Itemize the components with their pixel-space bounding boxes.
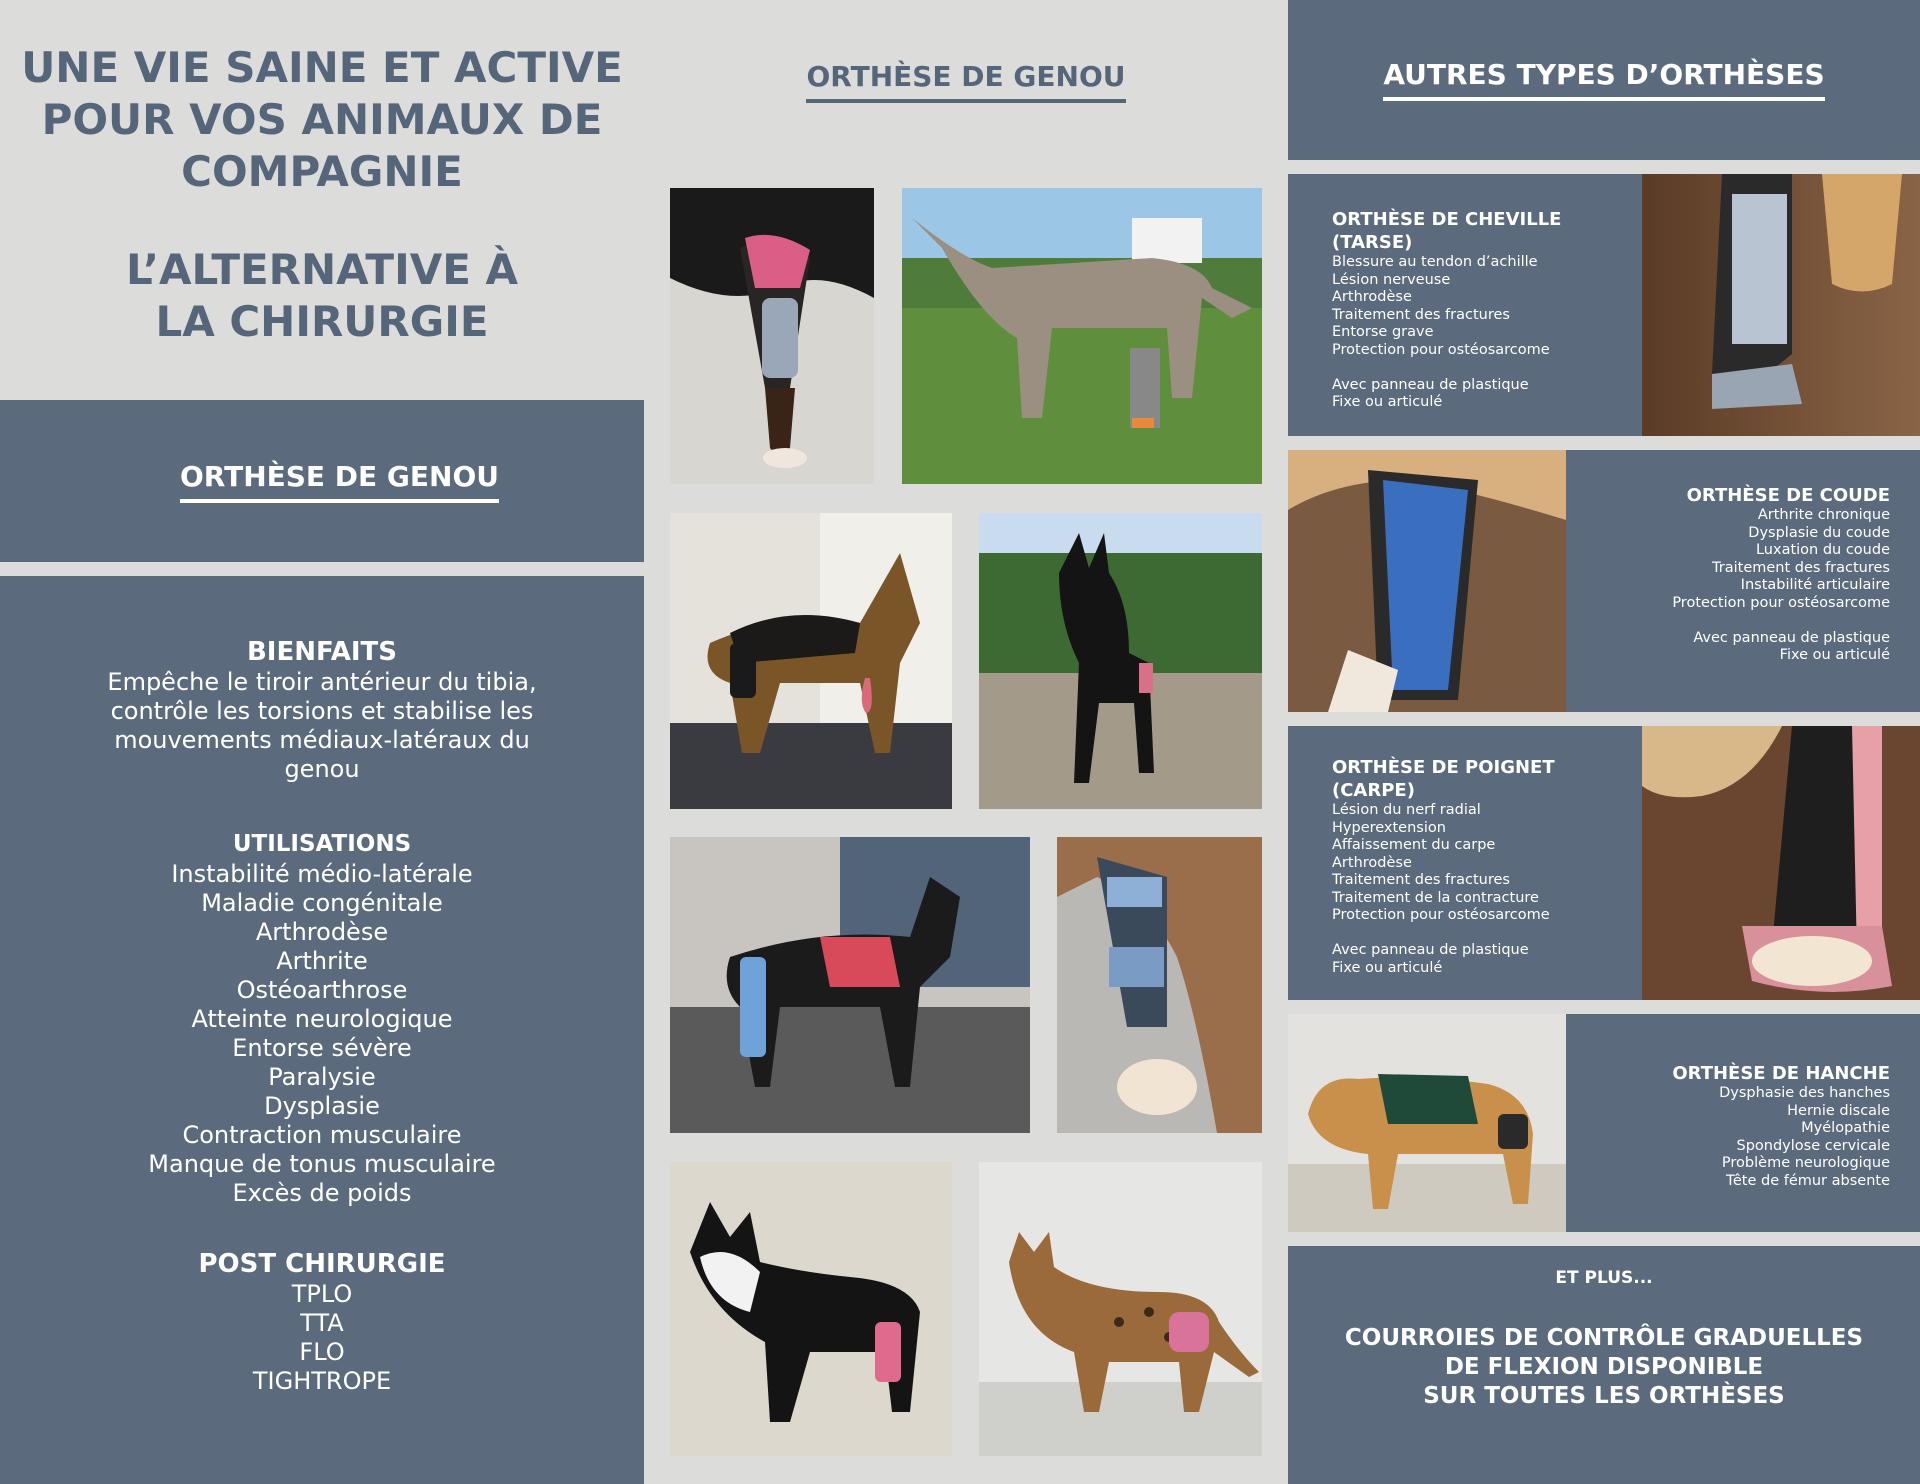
- wrist-indication: Traitement de la contracture: [1332, 889, 1539, 906]
- elbow-indication: Luxation du coude: [1755, 542, 1890, 558]
- wrist-brace-title: (CARPE): [1332, 780, 1415, 801]
- ankle-indication: Traitement des fractures: [1332, 306, 1510, 323]
- photo-dog-knee-brace: [670, 188, 874, 484]
- left-panel: [0, 0, 644, 1484]
- headline: [0, 42, 644, 198]
- hip-brace-card: [1566, 1014, 1920, 1232]
- benefits-line: mouvements médiaux-latéraux du: [114, 726, 530, 754]
- elbow-brace-card: [1566, 450, 1920, 712]
- headline-line: COMPAGNIE: [181, 147, 463, 196]
- post-surgery-line: TIGHTROPE: [252, 1367, 392, 1395]
- photo-doberman-brace: [979, 513, 1262, 809]
- wrist-indication: Lésion du nerf radial: [1332, 802, 1481, 818]
- benefits-line: contrôle les torsions et stabilise les: [110, 697, 534, 725]
- straps-notice: [1288, 1324, 1920, 1411]
- uses-line: Arthrodèse: [255, 918, 389, 946]
- wrist-brace-title: ORTHÈSE DE POIGNET: [1332, 757, 1555, 778]
- photo-furry-leg-brace: [1057, 837, 1262, 1133]
- wrist-indication: Traitement des fractures: [1332, 872, 1510, 888]
- hip-indication: Problème neurologique: [1721, 1155, 1890, 1171]
- hip-brace-text: [1570, 1062, 1890, 1190]
- straps-footer: [1288, 1246, 1920, 1484]
- uses-section: [0, 828, 644, 1208]
- ankle-note: Fixe ou articulé: [1332, 394, 1443, 410]
- uses-line: Instabilité médio-latérale: [171, 860, 473, 888]
- elbow-note: Fixe ou articulé: [1779, 647, 1890, 663]
- elbow-indication: Instabilité articulaire: [1740, 577, 1890, 593]
- post-surgery-line: TTA: [300, 1309, 344, 1337]
- wrist-brace-card: [1288, 726, 1642, 1000]
- elbow-indication: Arthrite chronique: [1757, 507, 1890, 523]
- uses-line: Paralysie: [268, 1063, 376, 1091]
- ankle-indication: Entorse grave: [1332, 324, 1434, 340]
- uses-line: Atteinte neurologique: [191, 1005, 453, 1033]
- benefits-line: genou: [284, 755, 360, 783]
- uses-line: Contraction musculaire: [182, 1121, 462, 1149]
- and-more-label: ET PLUS...: [1555, 1268, 1653, 1288]
- gallery-title: ORTHÈSE DE GENOU: [806, 60, 1125, 103]
- wrist-indication: Protection pour ostéosarcome: [1332, 907, 1550, 923]
- post-surgery-section: [0, 1248, 644, 1396]
- uses-line: Ostéoarthrose: [236, 976, 408, 1004]
- ankle-indication: Lésion nerveuse: [1332, 271, 1451, 288]
- knee-brace-band-title: ORTHÈSE DE GENOU: [180, 460, 499, 503]
- elbow-indication: Traitement des fractures: [1712, 559, 1890, 576]
- ankle-indication: Protection pour ostéosarcome: [1332, 341, 1550, 358]
- other-braces-title: AUTRES TYPES D’ORTHÈSES: [1383, 58, 1824, 101]
- post-surgery-line: TPLO: [291, 1280, 353, 1308]
- photo-wrist-brace: [1642, 726, 1920, 1000]
- hero-block: [0, 0, 644, 400]
- elbow-brace-title: ORTHÈSE DE COUDE: [1686, 485, 1890, 506]
- photo-horse-knee-brace: [902, 188, 1262, 484]
- other-braces-panel: [1288, 0, 1920, 1484]
- ankle-indication: Arthrodèse: [1332, 289, 1412, 305]
- wrist-indication: Affaissement du carpe: [1332, 837, 1496, 853]
- headline-line: POUR VOS ANIMAUX DE: [41, 95, 603, 144]
- straps-line: SUR TOUTES LES ORTHÈSES: [1423, 1383, 1785, 1409]
- elbow-note: Avec panneau de plastique: [1693, 629, 1890, 646]
- hip-indication: Myélopathie: [1801, 1120, 1890, 1136]
- straps-line: DE FLEXION DISPONIBLE: [1444, 1354, 1764, 1380]
- elbow-indication: Dysplasie du coude: [1748, 524, 1890, 541]
- elbow-brace-text: [1570, 484, 1890, 665]
- wrist-indication: Hyperextension: [1332, 819, 1446, 836]
- knee-brace-details: [0, 576, 644, 1484]
- elbow-indication: Protection pour ostéosarcome: [1672, 594, 1890, 611]
- photo-bengal-cat-brace: [979, 1162, 1262, 1456]
- ankle-brace-title: (TARSE): [1332, 232, 1413, 253]
- uses-line: Manque de tonus musculaire: [148, 1150, 496, 1178]
- uses-line: Arthrite: [276, 947, 368, 975]
- hip-indication: Dysphasie des hanches: [1719, 1085, 1890, 1101]
- wrist-note: Fixe ou articulé: [1332, 959, 1443, 976]
- benefits-title: BIENFAITS: [246, 637, 398, 667]
- ankle-brace-title: ORTHÈSE DE CHEVILLE: [1332, 209, 1562, 230]
- benefits-section: [0, 636, 644, 784]
- ankle-brace-card: [1288, 174, 1642, 436]
- wrist-note: Avec panneau de plastique: [1332, 942, 1529, 958]
- ankle-indication: Blessure au tendon d’achille: [1332, 254, 1538, 270]
- uses-title: UTILISATIONS: [232, 831, 412, 857]
- other-braces-header: [1288, 0, 1920, 160]
- subheadline-line: L’ALTERNATIVE À: [125, 245, 519, 294]
- headline-line: UNE VIE SAINE ET ACTIVE: [21, 43, 623, 92]
- photo-hip-brace: [1288, 1014, 1566, 1232]
- hip-indication: Tête de fémur absente: [1726, 1172, 1890, 1189]
- benefits-line: Empêche le tiroir antérieur du tibia,: [107, 668, 537, 696]
- photo-ankle-brace: [1642, 174, 1920, 436]
- photo-german-shepherd-brace: [670, 513, 952, 809]
- wrist-brace-text: [1332, 756, 1632, 977]
- subheadline-line: LA CHIRURGIE: [155, 297, 489, 346]
- photo-boston-terrier-brace: [670, 1162, 952, 1456]
- wrist-indication: Arthrodèse: [1332, 854, 1412, 871]
- ankle-note: Avec panneau de plastique: [1332, 376, 1529, 393]
- hip-brace-title: ORTHÈSE DE HANCHE: [1672, 1063, 1890, 1084]
- photo-black-dog-brace: [670, 837, 1030, 1133]
- photo-elbow-brace: [1288, 450, 1566, 712]
- subheadline: [0, 244, 644, 348]
- gallery-title-wrap: [644, 60, 1288, 103]
- uses-line: Dysplasie: [264, 1092, 380, 1120]
- photo-gallery-panel: [644, 0, 1288, 1484]
- uses-line: Entorse sévère: [232, 1034, 412, 1062]
- divider: [0, 562, 644, 576]
- hip-indication: Hernie discale: [1787, 1102, 1890, 1119]
- post-surgery-line: FLO: [299, 1338, 345, 1366]
- post-surgery-title: POST CHIRURGIE: [198, 1249, 446, 1279]
- ankle-brace-text: [1332, 208, 1632, 412]
- uses-line: Excès de poids: [232, 1179, 412, 1207]
- straps-line: COURROIES DE CONTRÔLE GRADUELLES: [1344, 1325, 1864, 1351]
- uses-line: Maladie congénitale: [201, 889, 443, 917]
- hip-indication: Spondylose cervicale: [1736, 1137, 1890, 1154]
